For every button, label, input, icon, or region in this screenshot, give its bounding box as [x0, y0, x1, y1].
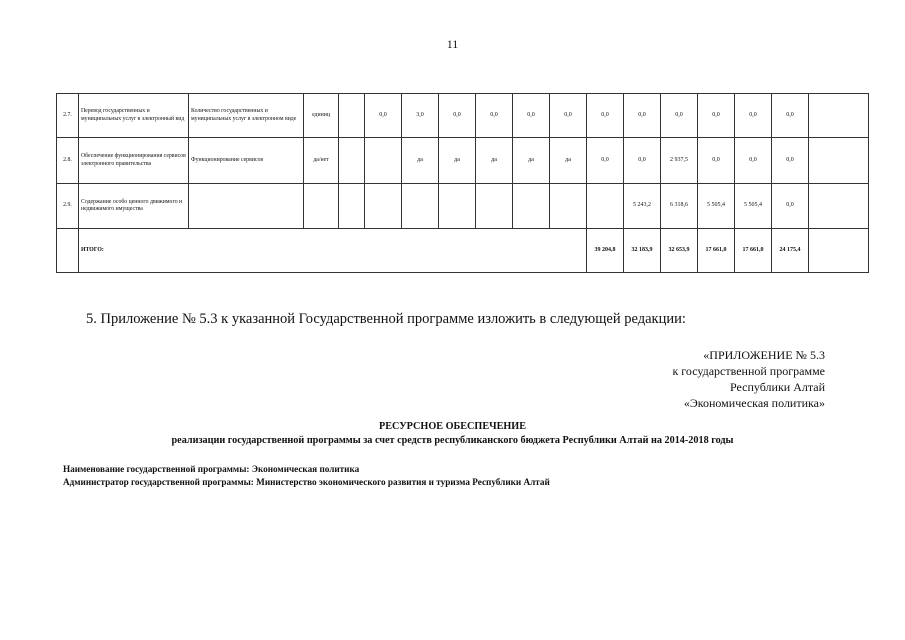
target-value: да [550, 138, 587, 184]
appendix-line: «ПРИЛОЖЕНИЕ № 5.3 [703, 348, 825, 362]
target-value [476, 184, 513, 229]
event-name: Обеспечение функционирования сервисов электронного правительства [79, 138, 189, 184]
program-name-line: Наименование государственной программы: Экономическая политика [63, 464, 360, 474]
base-value [339, 184, 365, 229]
target-value [402, 184, 439, 229]
finance-value: 0,0 [624, 138, 661, 184]
finance-value: 0,0 [624, 94, 661, 138]
row-number: 2.9. [57, 184, 79, 229]
target-value: 0,0 [513, 94, 550, 138]
indicator-name: Функционирование сервисов [189, 138, 304, 184]
extra-cell [809, 94, 869, 138]
extra-cell [809, 184, 869, 229]
appendix-line: «Экономическая политика» [683, 396, 825, 410]
finance-value: 0,0 [735, 138, 772, 184]
row-number: 2.8. [57, 138, 79, 184]
finance-value: 5 243,2 [624, 184, 661, 229]
target-value: 3,0 [402, 94, 439, 138]
finance-value: 6 318,6 [661, 184, 698, 229]
finance-value: 0,0 [772, 94, 809, 138]
finance-value: 0,0 [698, 94, 735, 138]
total-value: 24 175,4 [772, 229, 809, 273]
extra-cell [809, 138, 869, 184]
indicator-name [189, 184, 304, 229]
total-value: 39 204,8 [587, 229, 624, 273]
unit [304, 184, 339, 229]
event-name: Содержание особо ценного движимого и недвижимого имущества [79, 184, 189, 229]
target-value: да [439, 138, 476, 184]
page-number: 11 [446, 37, 459, 51]
appendix-line: Республики Алтай [730, 380, 825, 394]
total-label: ИТОГО: [79, 229, 587, 273]
total-number-cell [57, 229, 79, 273]
finance-value: 0,0 [772, 138, 809, 184]
table-row [57, 138, 869, 184]
finance-value: 2 937,5 [661, 138, 698, 184]
unit: да/нет [304, 138, 339, 184]
finance-value: 0,0 [661, 94, 698, 138]
document-title: РЕСУРСНОЕ ОБЕСПЕЧЕНИЕ [378, 421, 527, 432]
table-row [57, 184, 869, 229]
finance-value: 5 505,4 [698, 184, 735, 229]
resource-table [56, 93, 869, 273]
target-value [513, 184, 550, 229]
base-value [339, 138, 365, 184]
finance-value: 0,0 [772, 184, 809, 229]
program-admin-line: Администратор государственной программы: Министерство экономического развития и туризма Республики Алтай [63, 477, 550, 487]
event-name: Перевод государственных и муниципальных услуг в электронный вид [79, 94, 189, 138]
total-row [57, 229, 869, 273]
target-value: да [513, 138, 550, 184]
finance-value: 0,0 [735, 94, 772, 138]
target-value: да [402, 138, 439, 184]
base-value [339, 94, 365, 138]
total-value: 17 661,0 [698, 229, 735, 273]
finance-value [587, 184, 624, 229]
appendix-heading [672, 347, 825, 411]
total-value: 17 661,0 [735, 229, 772, 273]
unit: единиц [304, 94, 339, 138]
finance-value: 0,0 [587, 138, 624, 184]
target-value [365, 138, 402, 184]
appendix-line: к государственной программе [672, 364, 825, 378]
amendment-paragraph: 5. Приложение № 5.3 к указанной Государственной программе изложить в следующей редакции: [86, 311, 686, 327]
total-value: 32 653,9 [661, 229, 698, 273]
target-value: 0,0 [476, 94, 513, 138]
target-value: 0,0 [439, 94, 476, 138]
target-value [365, 184, 402, 229]
extra-cell [809, 229, 869, 273]
total-value: 32 183,9 [624, 229, 661, 273]
table-row [57, 94, 869, 138]
finance-value: 5 505,4 [735, 184, 772, 229]
target-value: 0,0 [550, 94, 587, 138]
indicator-name: Количество государственных и муниципальных услуг в электронном виде [189, 94, 304, 138]
row-number: 2.7. [57, 94, 79, 138]
finance-value: 0,0 [587, 94, 624, 138]
target-value [439, 184, 476, 229]
target-value [550, 184, 587, 229]
finance-value: 0,0 [698, 138, 735, 184]
document-subtitle: реализации государственной программы за счет средств республиканского бюджета Республики Алтай на 2014-2018 годы [171, 435, 734, 446]
target-value: да [476, 138, 513, 184]
target-value: 0,0 [365, 94, 402, 138]
